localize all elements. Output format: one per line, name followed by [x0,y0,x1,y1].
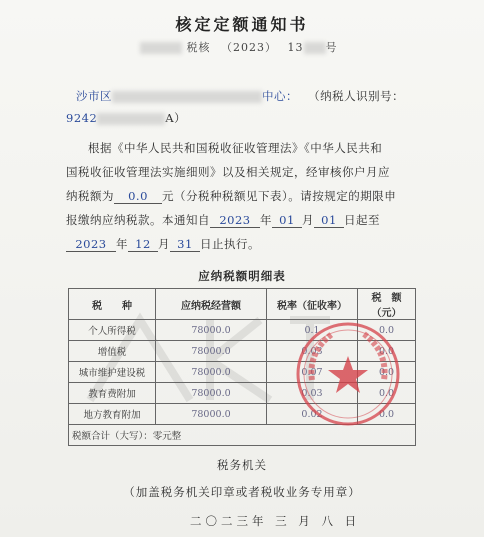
start-month: 01 [272,213,302,228]
tax-type-cell: 城市维护建设税 [69,362,156,383]
tax-rate-cell: 0.07 [267,362,358,383]
table-title: 应纳税额明细表 [198,269,286,283]
tax-id-line: 9242 A） [66,111,187,125]
body-line-2: 国税收征收管理法实施细则》以及相关规定，经审核你户月应 [66,165,390,179]
tax-amount-cell: 0.0 [358,341,416,362]
header-business-amount: 应纳税经营额 [156,289,267,320]
tax-amount-cell: 0.0 [358,383,416,404]
total-tax-text: 税额合计（大写）：零元整 [69,425,416,446]
tax-rate-cell: 0.02 [267,404,358,425]
body-line-4: 报缴纳应纳税款。本通知自 2023 年 01 月 01 日起至 [66,213,380,227]
redacted-block [97,113,165,125]
business-amount-cell: 78000.0 [156,320,267,341]
end-year: 2023 [66,237,116,252]
recipient-district: 沙市区 [76,89,112,103]
document-title: 核定定额通知书 [175,15,309,34]
body-line-5: 2023 年 12 月 31 日止执行。 [66,236,260,252]
tax-type-cell: 地方教育附加 [69,404,156,425]
end-month: 12 [128,237,158,252]
seal-note: （加盖税务机关印章或者税收业务专用章） [123,485,361,499]
redacted-block [140,42,182,54]
table-header-row [69,289,416,320]
recipient-line: 沙市区 中心： （纳税人识别号： [76,89,405,103]
start-year: 2023 [210,213,260,228]
header-tax-rate: 税率（征收率） [267,289,358,320]
body-line-3: 纳税额为 0.0 元（分税种税额见下表）。请按规定的期限申 [66,189,397,203]
monthly-tax-amount: 0.0 [114,189,162,204]
start-day: 01 [314,213,344,228]
tax-rate-cell: 0.1 [267,320,358,341]
body-line-1: 根据《中华人民共和国税收征收管理法》《中华人民共和 [88,141,383,155]
issue-date: 二〇二三年 三 月 八 日 [190,514,361,528]
business-amount-cell: 78000.0 [156,341,267,362]
tax-type-cell: 增值税 [69,341,156,362]
tax-rate-cell: 0.03 [267,383,358,404]
official-seal [292,318,404,430]
tax-amount-cell: 0.0 [358,320,416,341]
tax-amount-cell: 0.0 [358,404,416,425]
header-tax-type: 税 种 [69,289,156,320]
business-amount-cell: 78000.0 [156,404,267,425]
business-amount-cell: 78000.0 [156,362,267,383]
tax-rate-cell: 0.03 [267,341,358,362]
business-amount-cell: 78000.0 [156,383,267,404]
tax-authority: 税务机关 [217,458,267,472]
redacted-block [304,42,326,54]
redacted-block [112,91,262,103]
tax-type-cell: 教育费附加 [69,383,156,404]
tax-type-cell: 个人所得税 [69,320,156,341]
document-number: 税核 （2023） 13 号 [140,39,338,55]
tax-id-label: （纳税人识别号： [308,89,405,103]
end-day: 31 [170,237,200,252]
header-tax-amount: 税 额（元） [358,289,416,320]
tax-amount-cell: 0.0 [358,362,416,383]
